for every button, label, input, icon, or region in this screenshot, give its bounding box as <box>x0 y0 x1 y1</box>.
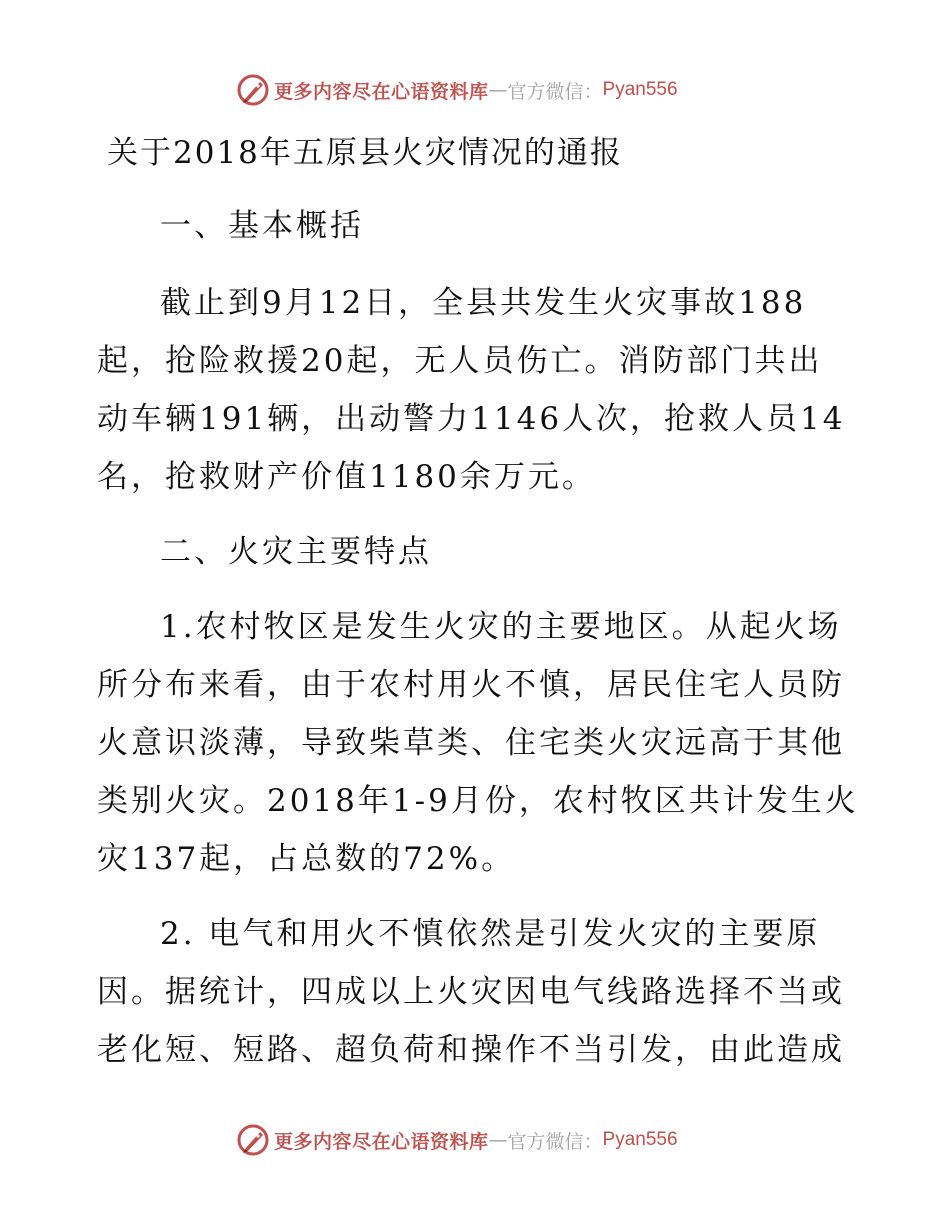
paragraph-line: 2. 电气和用火不慎依然是引发火灾的主要原 <box>160 916 821 952</box>
paragraph-line: 截止到9月12日，全县共发生火灾事故188 <box>160 285 807 321</box>
paragraph-line: 灾137起，占总数的72%。 <box>97 841 516 877</box>
paragraph-line: 动车辆191辆，出动警力1146人次，抢救人员14 <box>97 401 846 437</box>
footer-watermark <box>236 1123 678 1157</box>
paragraph-line: 所分布来看，由于农村用火不慎，居民住宅人员防 <box>97 667 845 703</box>
paragraph-line: 因。据统计，四成以上火灾因电气线路选择不当或 <box>97 974 845 1010</box>
document-title: 关于2018年五原县火灾情况的通报 <box>107 135 623 171</box>
paragraph-line: 1.农村牧区是发生火灾的主要地区。从起火场 <box>160 609 842 645</box>
paragraph-line: 老化短、短路、超负荷和操作不当引发，由此造成 <box>97 1032 845 1068</box>
paragraph-line: 名，抢救财产价值1180余万元。 <box>97 459 596 495</box>
pen-logo-icon <box>236 73 270 107</box>
section-heading-2: 二、火灾主要特点 <box>160 534 432 570</box>
watermark-site-text: 更多内容尽在心语资料库 <box>274 1130 489 1153</box>
paragraph-line: 起，抢险救援20起，无人员伤亡。消防部门共出 <box>97 343 823 379</box>
paragraph-line: 火意识淡薄，导致柴草类、住宅类火灾远高于其他 <box>97 725 845 761</box>
watermark-site-text: 更多内容尽在心语资料库 <box>274 80 489 103</box>
watermark-wechat-account: Pyan556 <box>602 1129 678 1150</box>
header-watermark <box>236 73 678 107</box>
watermark-wechat-label: 官方微信： <box>507 1130 603 1153</box>
section-heading-1: 一、基本概括 <box>160 208 364 244</box>
watermark-dash: — <box>488 79 508 101</box>
pen-logo-icon <box>236 1123 270 1157</box>
watermark-dash: — <box>488 1129 508 1151</box>
watermark-wechat-account: Pyan556 <box>602 79 678 100</box>
watermark-wechat-label: 官方微信： <box>507 80 603 103</box>
paragraph-line: 类别火灾。2018年1-9月份，农村牧区共计发生火 <box>97 783 859 819</box>
